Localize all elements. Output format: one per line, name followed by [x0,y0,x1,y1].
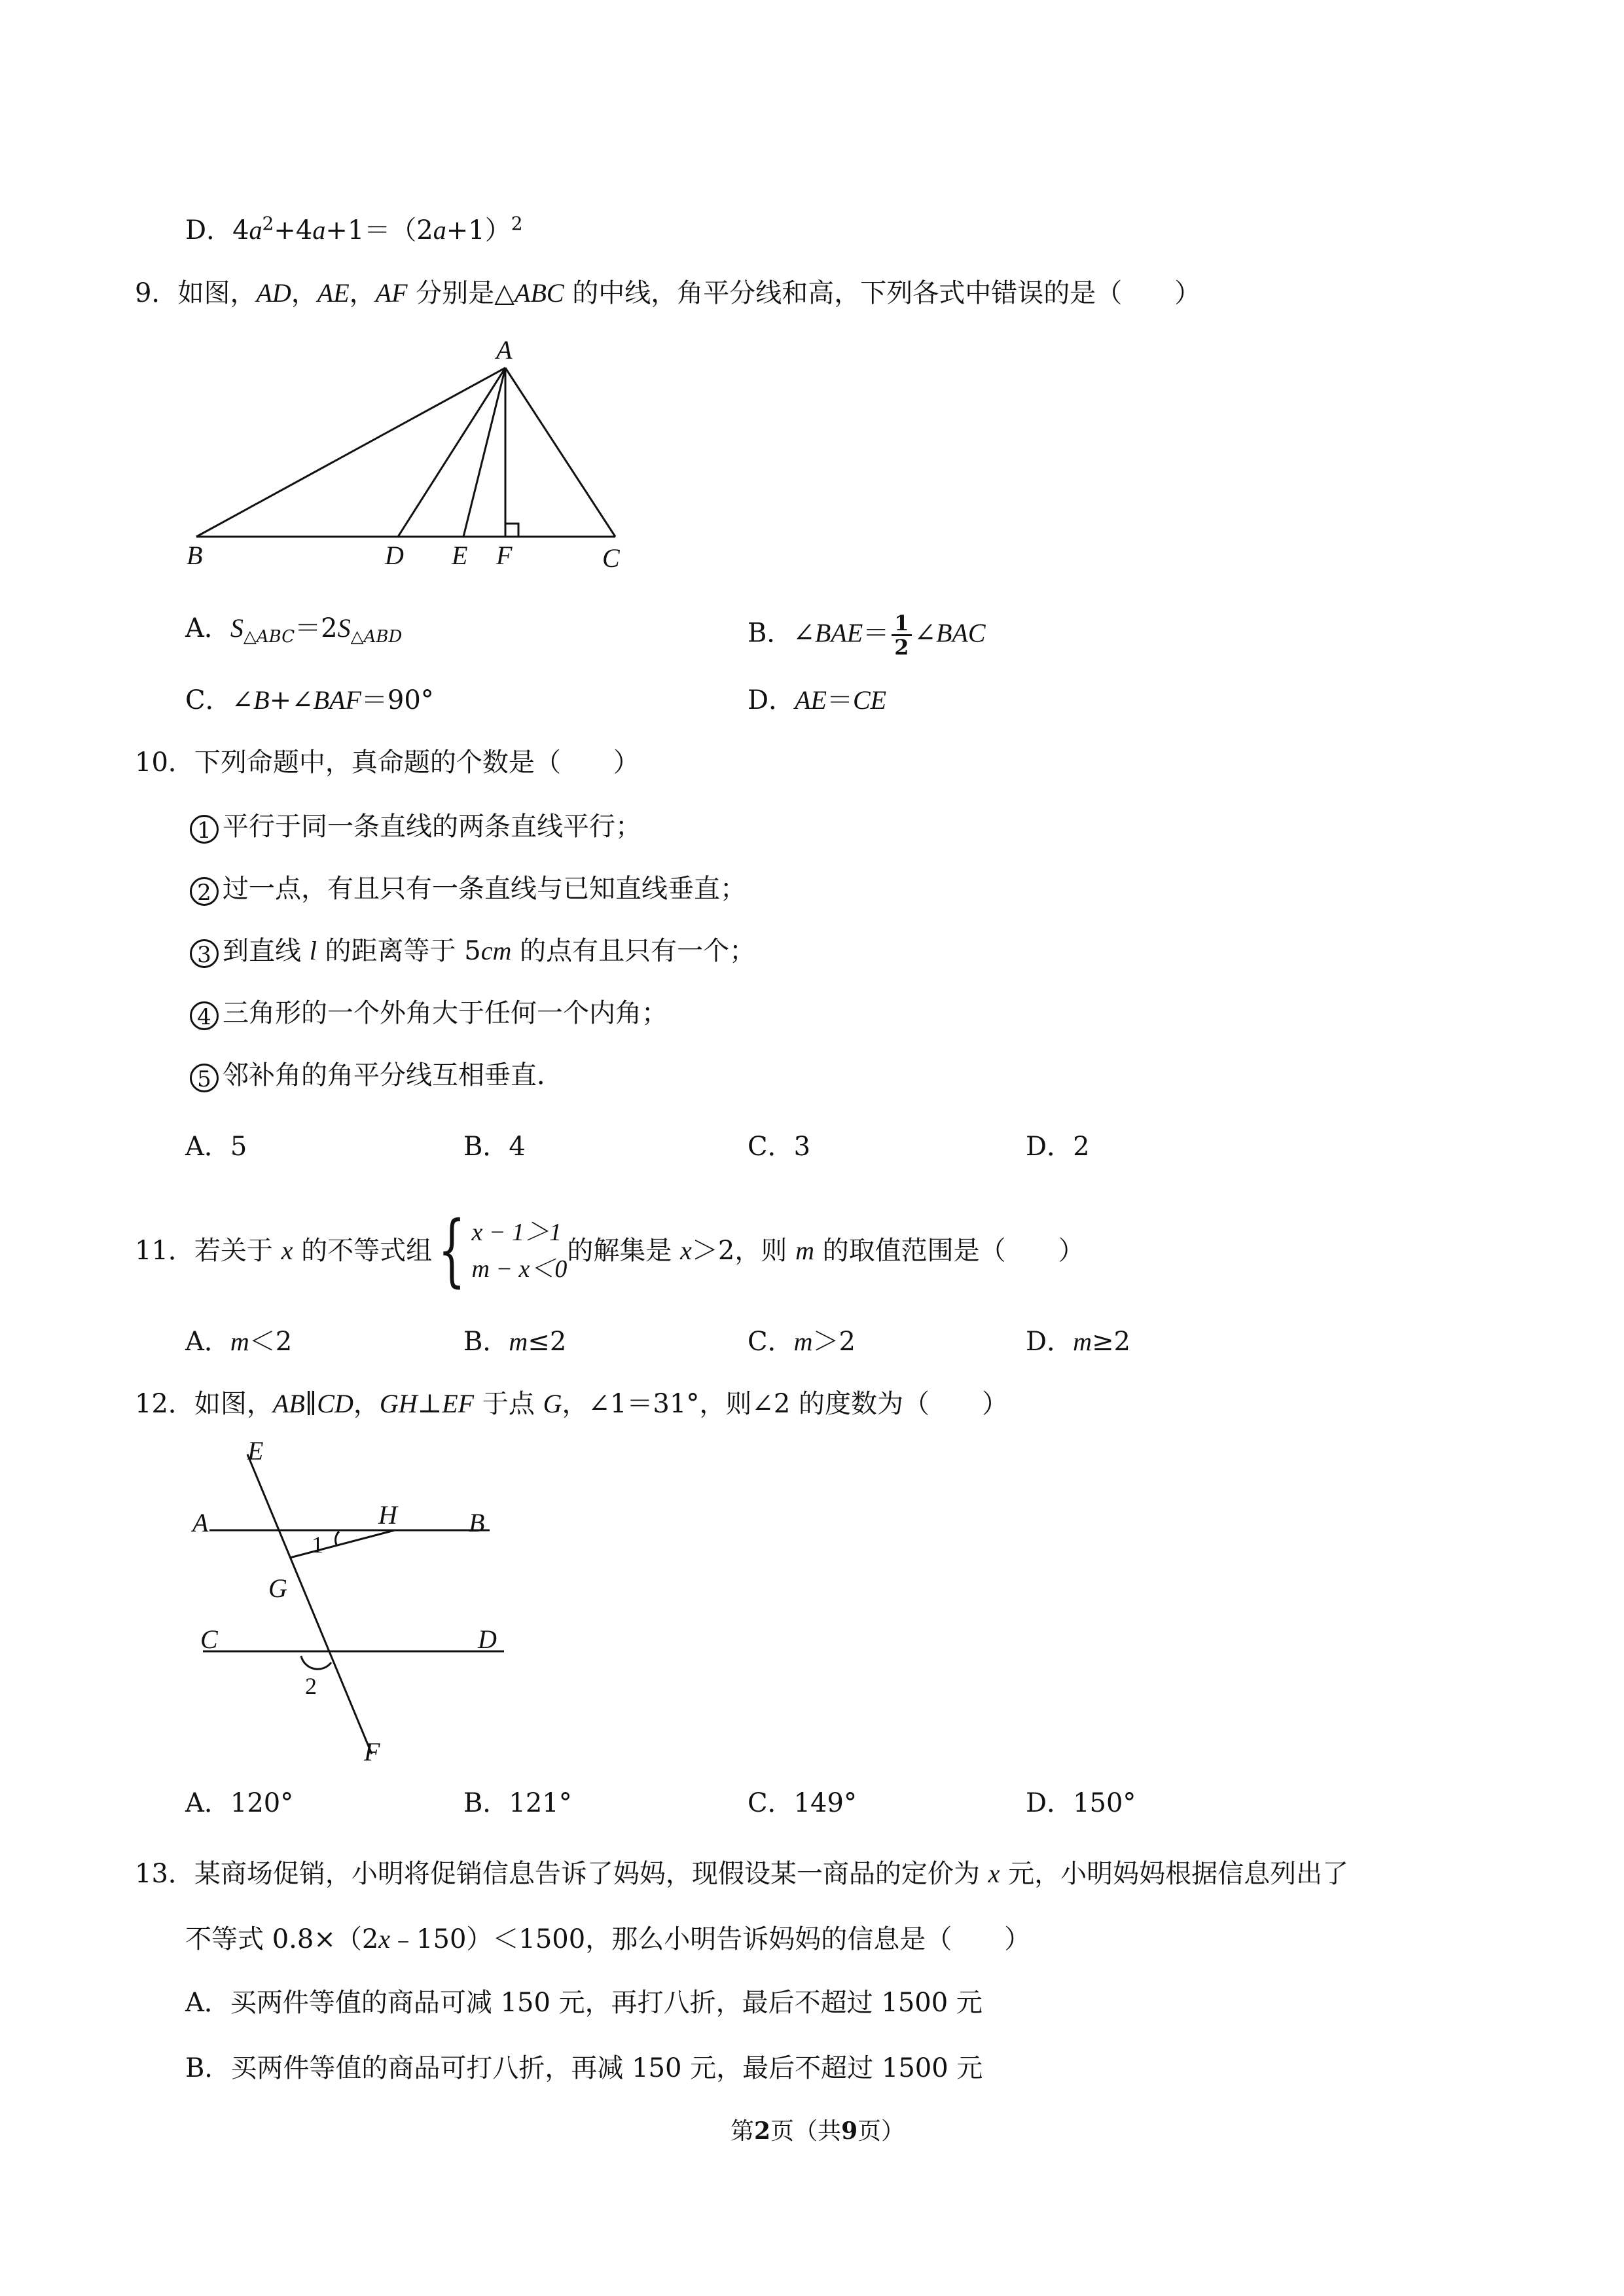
q10-option-c: C．3 [748,1132,811,1162]
circled-number-2: 2 [190,877,219,906]
label-a: A [192,1508,209,1537]
q10-statement-3: 3 到直线 l 的距离等于 5cm 的点有且只有一个； [190,935,755,968]
q12-stem: 12．如图，AB∥CD，GH⊥EF 于点 G，∠1＝31°，则∠2 的度数为（ ） [135,1389,1008,1419]
q13-option-b: B．买两件等值的商品可打八折，再减 150 元，最后不超过 1500 元 [185,2053,983,2083]
label-h: H [378,1500,397,1530]
q13-stem-line-1: 13．某商场促销，小明将促销信息告诉了妈妈，现假设某一商品的定价为 x 元，小明妈妈根据信息列出了 [135,1859,1349,1889]
segment-ac [505,368,615,537]
q12-option-b: B．121° [463,1788,572,1818]
label-b: B [469,1508,485,1537]
q8-option-d: D．$4a^2+4a+1=(2a+1)^2$ [185,213,523,245]
label-a: A [496,335,513,365]
q10-option-d: D．2 [1026,1132,1090,1162]
q12-option-c: C．149° [748,1788,857,1818]
label-f: F [364,1737,380,1767]
q11-option-d: D．m≥2 [1026,1327,1130,1357]
segment-ae [463,368,505,537]
label-e: E [452,541,468,570]
q10-option-a: A．5 [185,1132,247,1162]
label-d: D [385,541,404,570]
q11-option-b: B．m≤2 [463,1327,567,1357]
q10-statement-4: 4 三角形的一个外角大于任何一个内角； [190,997,668,1030]
q12-parallel-lines-figure [183,1440,524,1780]
right-angle-mark [505,524,518,537]
q12-option-d: D．150° [1026,1788,1136,1818]
label-1: 1 [312,1532,323,1558]
inequality-system: x − 1＞1 m − x＜0 [471,1219,568,1283]
segment-ab [196,368,505,537]
q11-stem: 11．若关于 x 的不等式组{ x − 1＞1 m − x＜0 的解集是 x＞2，则 m 的取值范围是（ ） [135,1205,1085,1296]
q10-option-b: B．4 [463,1132,526,1162]
angle-2-arc [301,1656,331,1669]
q9-option-c: C．∠B+∠BAF＝90° [185,685,434,715]
q9-option-d: D．AE＝CE [748,685,887,715]
q10-stem: 10．下列命题中，真命题的个数是（ ） [135,747,640,778]
fraction-one-half: $\frac{1}{2}$ [892,612,911,658]
q10-statement-5: 5 邻补角的角平分线互相垂直． [190,1059,563,1092]
line-ef [247,1454,372,1754]
segment-gh [290,1530,395,1558]
q13-stem-line-2: 不等式 0.8×（2x﹣150）＜1500，那么小明告诉妈妈的信息是（ ） [185,1924,1031,1954]
q9-option-a: A．$S_{\triangle ABC}=2S_{\triangle ABD}$ [185,613,403,647]
q9-stem: 9．如图，AD，AE，AF 分别是△ABC 的中线，角平分线和高，下列各式中错误的是（ ） [135,278,1201,308]
label-2: 2 [305,1673,317,1699]
q12-option-a: A．120° [185,1788,294,1818]
page-footer: 第2页（共9页） [731,2117,905,2145]
circled-number-4: 4 [190,1001,219,1030]
q10-statement-2: 2 过一点，有且只有一条直线与已知直线垂直； [190,872,746,906]
q11-option-a: A．m＜2 [185,1327,293,1357]
q9-triangle-figure [177,334,648,583]
circled-number-5: 5 [190,1064,219,1092]
label-g: G [268,1573,287,1603]
label-c: C [200,1624,218,1654]
label-c: C [602,543,620,573]
segment-ad [398,368,505,537]
label-e: E [247,1440,264,1465]
q13-option-a: A．买两件等值的商品可减 150 元，再打八折，最后不超过 1500 元 [185,1988,983,2018]
label-f: F [496,541,513,570]
angle-1-arc [336,1532,339,1545]
q9-option-b: B．∠BAE＝ $\frac{1}{2}$ ∠BAC [748,611,986,660]
circled-number-3: 3 [190,939,219,968]
circled-number-1: 1 [190,815,219,844]
q10-statement-1: 1 平行于同一条直线的两条直线平行； [190,810,641,844]
q11-option-c: C．m＞2 [748,1327,856,1357]
system-brace: { [438,1205,466,1296]
label-d: D [478,1624,497,1654]
label-b: B [187,541,203,570]
